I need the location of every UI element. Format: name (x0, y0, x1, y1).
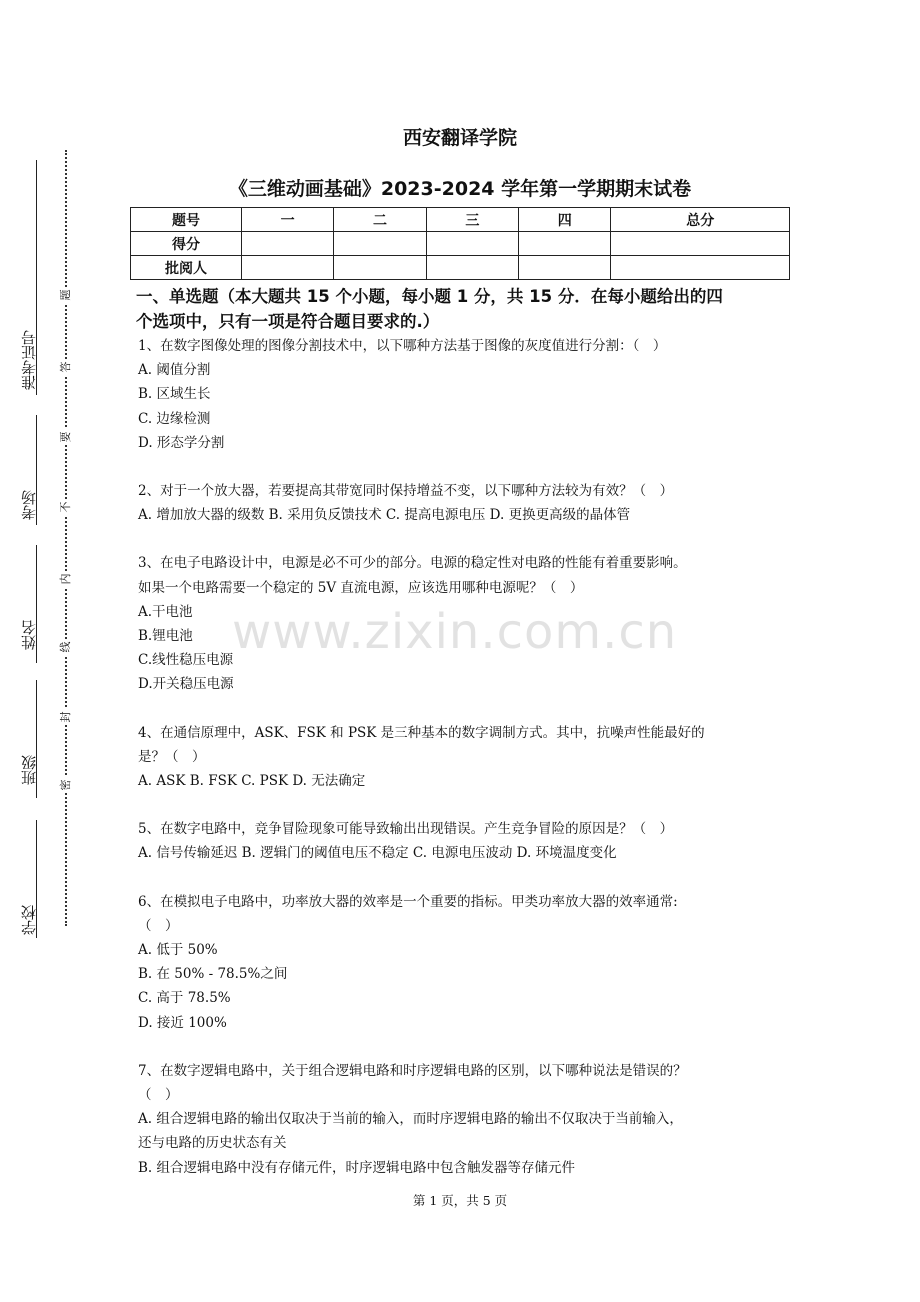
question-stem: 7、在数字逻辑电路中，关于组合逻辑电路和时序逻辑电路的区别，以下哪种说法是错误的？ (138, 1062, 687, 1079)
question-block (138, 1059, 788, 1180)
question-gap (138, 793, 788, 817)
question-list (138, 334, 788, 1180)
answer-option[interactable]: A. 低于 50% (138, 942, 218, 959)
grader-cell[interactable] (426, 256, 518, 280)
score-header-cell: 三 (426, 208, 518, 232)
answer-option[interactable]: B.锂电池 (138, 628, 193, 645)
label-name: 姓名 (20, 620, 38, 650)
question-stem: 2、对于一个放大器，若要提高其带宽同时保持增益不变，以下哪种方法较为有效？（ ） (138, 483, 674, 500)
section-heading-line: 一、单选题（本大题共 15 个小题，每小题 1 分，共 15 分．在每小题给出的四 (136, 287, 723, 306)
score-cell[interactable] (519, 232, 611, 256)
grader-row (131, 256, 790, 280)
answer-option[interactable]: D. 形态学分割 (138, 434, 225, 451)
score-header-cell: 总分 (611, 208, 790, 232)
question-stem: 6、在模拟电子电路中，功率放大器的效率是一个重要的指标。甲类功率放大器的效率通常: (138, 893, 678, 910)
score-cell[interactable] (426, 232, 518, 256)
question-gap (138, 697, 788, 721)
question-gap (138, 1035, 788, 1059)
question-stem: 3、在电子电路设计中，电源是必不可少的部分。电源的稳定性对电路的性能有着重要影响。 (138, 555, 687, 572)
seal-char: 线 (59, 639, 73, 655)
question-gap (138, 455, 788, 479)
question-block (138, 721, 788, 794)
watermark: www.zixin.com.cn (232, 604, 678, 660)
score-header-cell: 题号 (131, 208, 242, 232)
answer-option[interactable]: A.干电池 (138, 603, 193, 620)
label-class: 班级 (20, 755, 38, 785)
question-stem: 如果一个电路需要一个稳定的 5V 直流电源，应该选用哪种电源呢？（ ） (138, 579, 584, 596)
exam-content (138, 284, 788, 1180)
label-exam-room: 考场 (20, 490, 38, 520)
seal-char: 封 (59, 709, 73, 725)
answer-option[interactable]: A. 组合逻辑电路的输出仅取决于当前的输入，而时序逻辑电路的输出不仅取决于当前输入， (138, 1111, 683, 1128)
seal-char: 密 (59, 777, 73, 793)
answer-option[interactable]: A. 阈值分割 (138, 362, 211, 379)
label-exam-number: 准考证号 (20, 330, 38, 390)
seal-char: 题 (59, 287, 73, 303)
question-block (138, 890, 788, 1035)
seal-char: 内 (59, 571, 73, 587)
answer-option[interactable]: B. 组合逻辑电路中没有存储元件，时序逻辑电路中包含触发器等存储元件 (138, 1159, 576, 1176)
section-heading (136, 284, 788, 334)
question-stem: 5、在数字电路中，竞争冒险现象可能导致输出出现错误。产生竞争冒险的原因是？（ ） (138, 821, 674, 838)
question-gap (138, 527, 788, 551)
question-block (138, 817, 788, 865)
exam-title: 《三维动画基础》2023-2024 学年第一学期期末试卷 (228, 178, 692, 200)
question-stem: 4、在通信原理中，ASK、FSK 和 PSK 是三种基本的数字调制方式。其中，抗噪声性能最好的 (138, 724, 705, 741)
answer-option[interactable]: D. 接近 100% (138, 1014, 227, 1031)
question-stem: 是？（ ） (138, 748, 206, 765)
school-title: 西安翻译学院 (402, 127, 517, 149)
answer-option[interactable]: A. 增加放大器的级数 B. 采用负反馈技术 C. 提高电源电压 D. 更换更高级的晶体管 (138, 507, 631, 524)
grader-cell[interactable] (519, 256, 611, 280)
answer-option[interactable]: A. 信号传输延迟 B. 逻辑门的阈值电压不稳定 C. 电源电压波动 D. 环境温度变化 (138, 845, 617, 862)
answer-option[interactable]: D.开关稳压电源 (138, 676, 234, 693)
section-heading-line: 个选项中，只有一项是符合题目要求的.） (136, 312, 440, 331)
score-cell[interactable] (242, 232, 334, 256)
answer-option[interactable]: C. 边缘检测 (138, 410, 211, 427)
answer-option[interactable]: C. 高于 78.5% (138, 990, 231, 1007)
grader-row-label: 批阅人 (131, 256, 242, 280)
answer-option[interactable]: C.线性稳压电源 (138, 652, 234, 669)
question-block (138, 479, 788, 527)
seal-char: 要 (59, 429, 73, 445)
score-cell[interactable] (611, 232, 790, 256)
answer-option[interactable]: B. 区域生长 (138, 386, 211, 403)
answer-option[interactable]: A. ASK B. FSK C. PSK D. 无法确定 (138, 773, 366, 790)
label-school: 学校 (20, 905, 38, 935)
score-table-header-row (131, 208, 790, 232)
answer-option[interactable]: 还与电路的历史状态有关 (138, 1135, 287, 1152)
question-block (138, 334, 788, 455)
question-stem: 1、在数字图像处理的图像分割技术中，以下哪种方法基于图像的灰度值进行分割：（ ） (138, 338, 667, 354)
grader-cell[interactable] (242, 256, 334, 280)
page-footer: 第 1 页，共 5 页 (412, 1193, 508, 1208)
score-header-cell: 二 (334, 208, 426, 232)
score-header-cell: 四 (519, 208, 611, 232)
score-header-cell: 一 (242, 208, 334, 232)
score-row-label: 得分 (131, 232, 242, 256)
seal-char: 答 (59, 359, 73, 375)
answer-option[interactable]: B. 在 50% - 78.5%之间 (138, 966, 288, 983)
question-gap (138, 866, 788, 890)
question-stem: （ ） (138, 1087, 179, 1104)
question-stem: （ ） (138, 917, 179, 934)
grader-cell[interactable] (334, 256, 426, 280)
grader-cell[interactable] (611, 256, 790, 280)
seal-dotted-line (65, 150, 67, 926)
seal-char: 不 (59, 499, 73, 515)
score-row (131, 232, 790, 256)
score-table (130, 207, 790, 280)
score-cell[interactable] (334, 232, 426, 256)
